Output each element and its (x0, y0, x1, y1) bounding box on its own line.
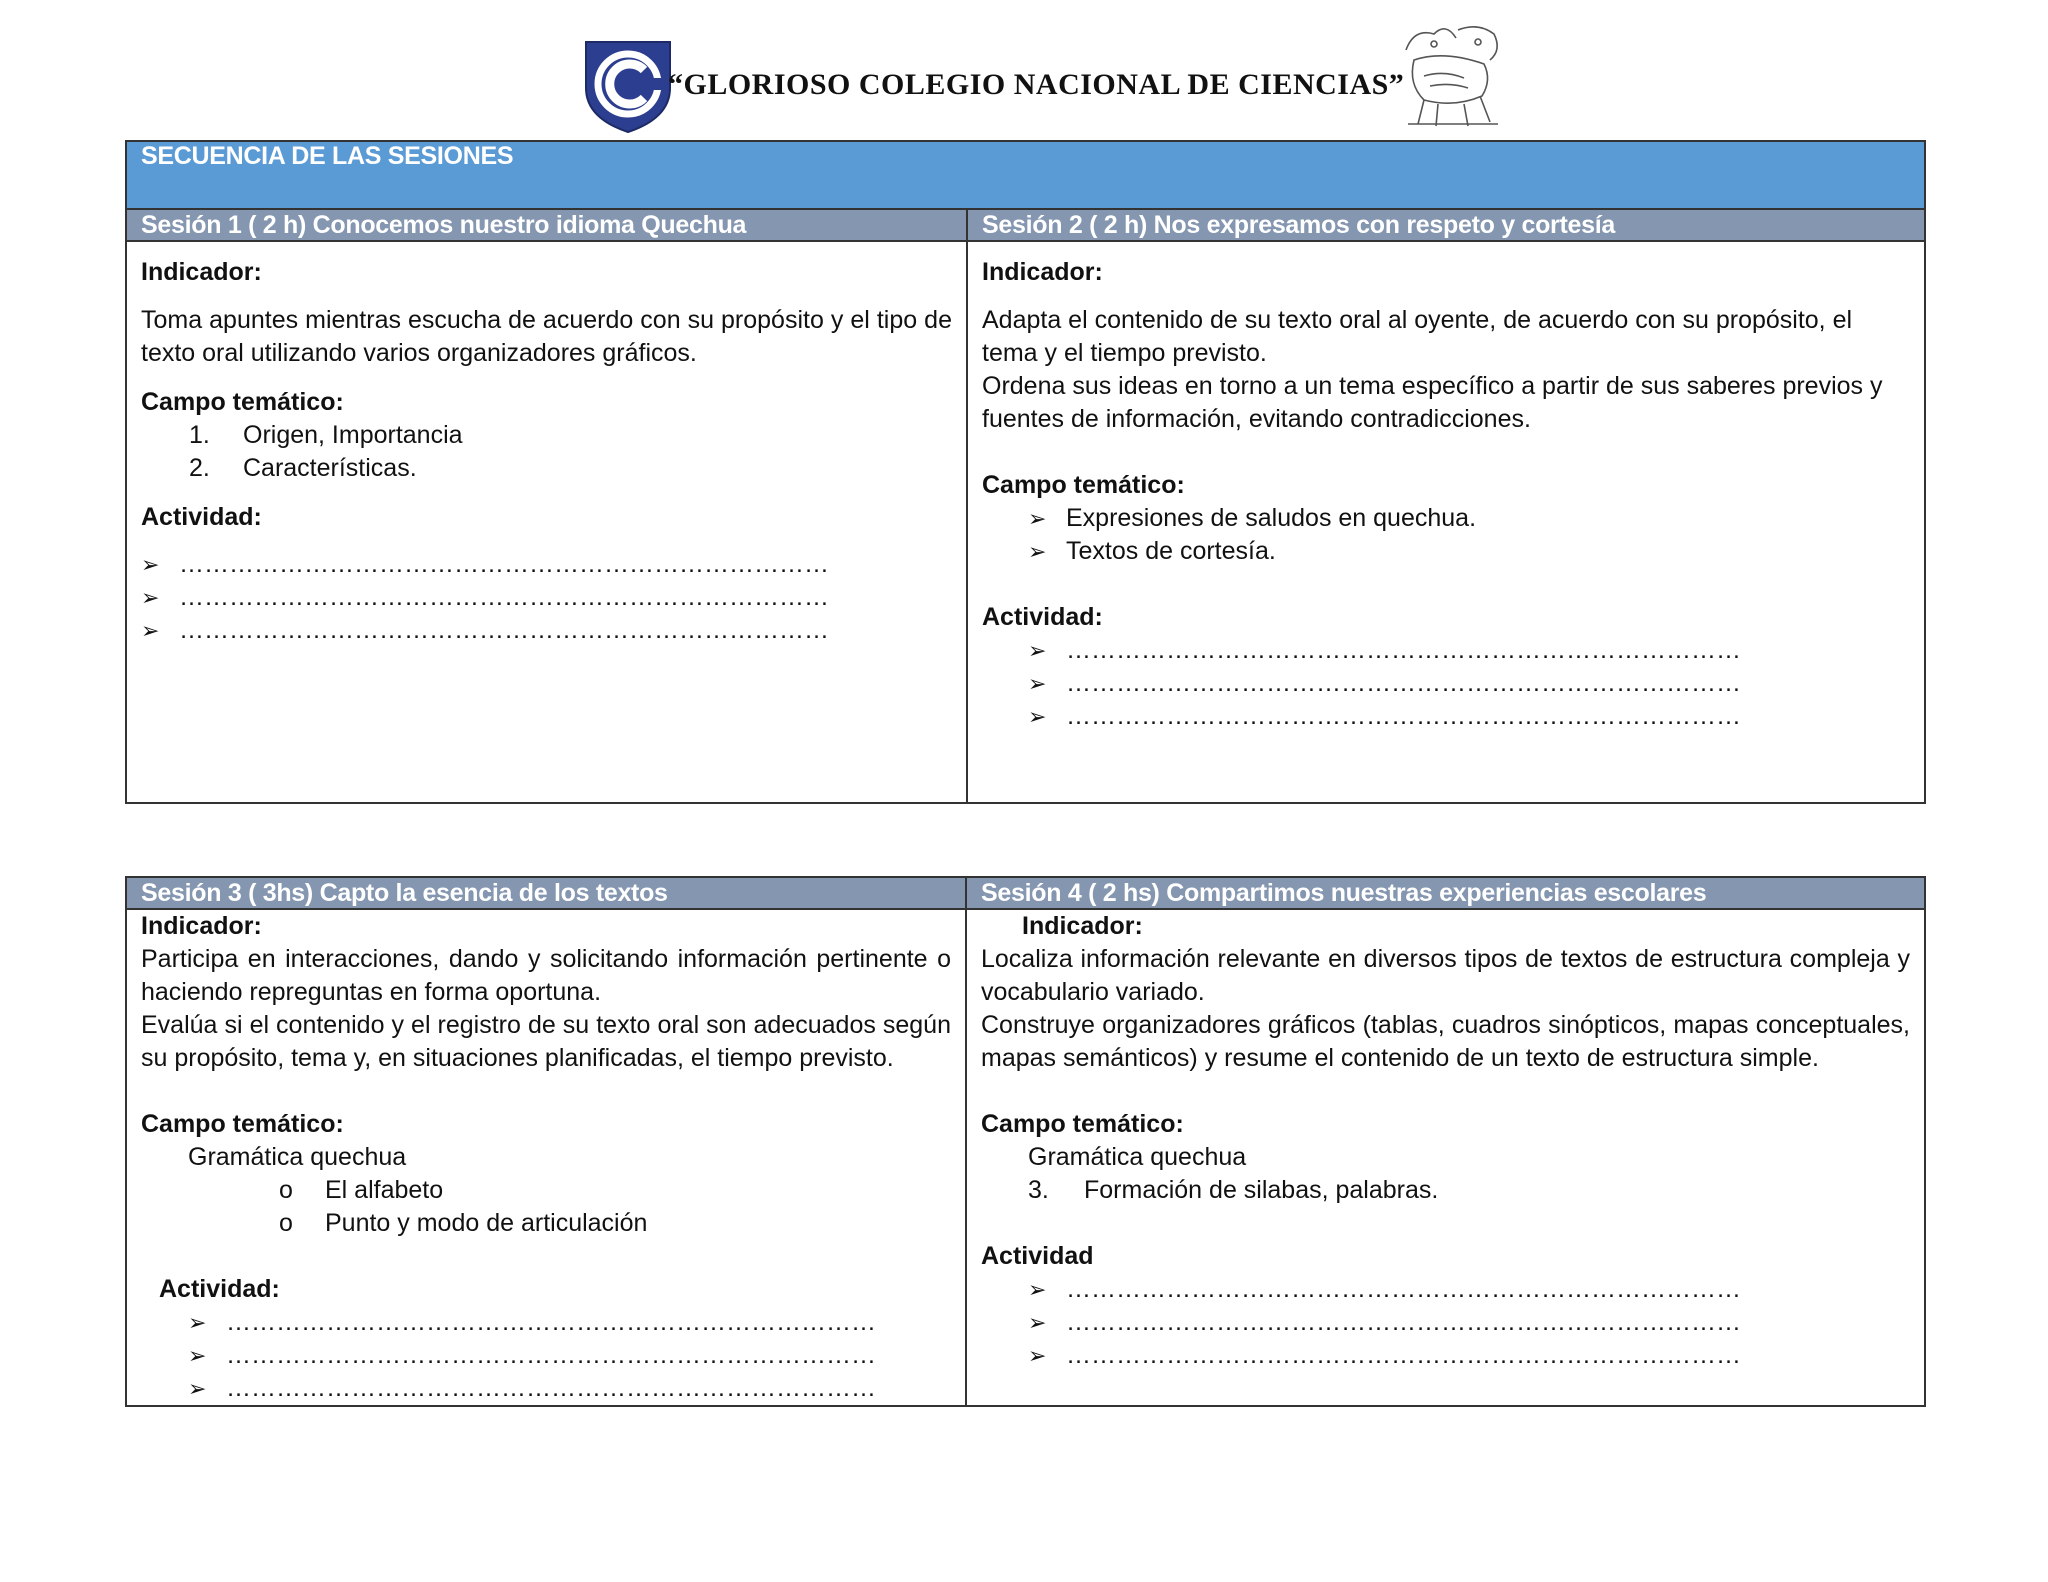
session-3-cell (126, 909, 966, 1406)
actividad-label: Actividad (981, 1242, 1094, 1270)
indicador-text: Toma apuntes mientras escucha de acuerdo con su propósito y el tipo de texto oral utilizando varios organizadores gráficos. (141, 306, 952, 367)
list-item: o Punto y modo de articulación (279, 1207, 951, 1240)
session-3-heading: Sesión 3 ( 3hs) Capto la esencia de los textos (126, 877, 966, 909)
indicador-label: Indicador: (141, 912, 262, 940)
arrow-bullet-icon: ➢ (141, 552, 160, 577)
campo-label: Campo temático: (141, 1110, 344, 1138)
activity-line: ➢ …………………………………………………………………… (141, 614, 952, 647)
campo-label: Campo temático: (982, 471, 1185, 499)
list-item: 3. Formación de silabas, palabras. (1028, 1176, 1439, 1204)
list-item: ➢ Textos de cortesía. (1028, 535, 1910, 568)
campo-subtitle: Gramática quechua (188, 1143, 407, 1171)
activity-line: ➢ …………………………………………………………………… (188, 1339, 951, 1372)
arrow-bullet-icon: ➢ (188, 1376, 207, 1401)
activity-line: ➢ ……………………………………………………………………… (1028, 1306, 1910, 1339)
sessions-banner: SECUENCIA DE LAS SESIONES (126, 141, 1925, 209)
indicador-text: Participa en interacciones, dando y solicitando información pertinente o haciendo repreguntas en forma oportuna. (141, 945, 951, 1006)
arrow-bullet-icon: ➢ (1028, 638, 1047, 663)
indicador-text: Ordena sus ideas en torno a un tema específico a partir de sus saberes previos y fuentes de información, evitando contradicciones. (982, 372, 1883, 433)
session-4-heading: Sesión 4 ( 2 hs) Compartimos nuestras experiencias escolares (966, 877, 1925, 909)
activity-line: ➢ ……………………………………………………………………… (1028, 667, 1910, 700)
actividad-label: Actividad: (159, 1275, 280, 1303)
indicador-text: Construye organizadores gráficos (tablas, cuadros sinópticos, mapas conceptuales, mapas semánticos) y resume el contenido de un texto de estructura simple. (981, 1011, 1910, 1072)
document-header (0, 0, 2048, 140)
arrow-bullet-icon: ➢ (188, 1343, 207, 1368)
arrow-bullet-icon: ➢ (1028, 1277, 1047, 1302)
activity-line: ➢ …………………………………………………………………… (141, 548, 952, 581)
school-shield-logo (578, 36, 678, 136)
activity-line: ➢ …………………………………………………………………… (141, 581, 952, 614)
arrow-bullet-icon: ➢ (1028, 1310, 1047, 1335)
sessions-table-2 (125, 876, 1926, 1407)
arrow-bullet-icon: ➢ (1028, 671, 1047, 696)
indicador-label: Indicador: (1022, 912, 1143, 940)
arrow-bullet-icon: ➢ (141, 618, 160, 643)
actividad-label: Actividad: (141, 503, 262, 531)
session-1-cell (126, 241, 967, 803)
list-item: ➢ Expresiones de saludos en quechua. (1028, 502, 1910, 535)
actividad-label: Actividad: (982, 603, 1103, 631)
activity-line: ➢ …………………………………………………………………… (188, 1372, 951, 1405)
indicador-text: Adapta el contenido de su texto oral al oyente, de acuerdo con su propósito, el tema y el tiempo previsto. (982, 306, 1853, 367)
indicador-label: Indicador: (141, 258, 262, 286)
list-item: 2. Características. (189, 454, 417, 482)
activity-line: ➢ ……………………………………………………………………… (1028, 1273, 1910, 1306)
session-4-cell (966, 909, 1925, 1406)
indicador-text: Localiza información relevante en diversos tipos de textos de estructura compleja y vocabulario variado. (981, 945, 1910, 1006)
session-2-heading: Sesión 2 ( 2 h) Nos expresamos con respeto y cortesía (967, 209, 1925, 241)
activity-line: ➢ …………………………………………………………………… (188, 1306, 951, 1339)
session-2-cell (967, 241, 1925, 803)
campo-label: Campo temático: (981, 1110, 1184, 1138)
arrow-bullet-icon: ➢ (141, 585, 160, 610)
activity-line: ➢ ……………………………………………………………………… (1028, 1339, 1910, 1372)
indicador-label: Indicador: (982, 258, 1103, 286)
arrow-bullet-icon: ➢ (188, 1310, 207, 1335)
arrow-bullet-icon: ➢ (1028, 704, 1047, 729)
activity-line: ➢ ……………………………………………………………………… (1028, 700, 1910, 733)
activity-line: ➢ ……………………………………………………………………… (1028, 634, 1910, 667)
circle-bullet-icon: o (279, 1176, 293, 1204)
list-item: 1. Origen, Importancia (189, 421, 463, 449)
mascot-sketch-image (1394, 20, 1504, 132)
circle-bullet-icon: o (279, 1209, 293, 1237)
school-title: “GLORIOSO COLEGIO NACIONAL DE CIENCIAS” (668, 68, 1405, 101)
sessions-table-1 (125, 140, 1926, 804)
campo-label: Campo temático: (141, 388, 344, 416)
arrow-bullet-icon: ➢ (1028, 1343, 1047, 1368)
session-1-heading: Sesión 1 ( 2 h) Conocemos nuestro idioma Quechua (126, 209, 967, 241)
list-item: o El alfabeto (279, 1174, 951, 1207)
arrow-bullet-icon: ➢ (1028, 506, 1047, 531)
indicador-text: Evalúa si el contenido y el registro de su texto oral son adecuados según su propósito, tema y, en situaciones planificadas, el tiempo previsto. (141, 1011, 951, 1072)
arrow-bullet-icon: ➢ (1028, 539, 1047, 564)
campo-subtitle: Gramática quechua (1028, 1143, 1247, 1171)
